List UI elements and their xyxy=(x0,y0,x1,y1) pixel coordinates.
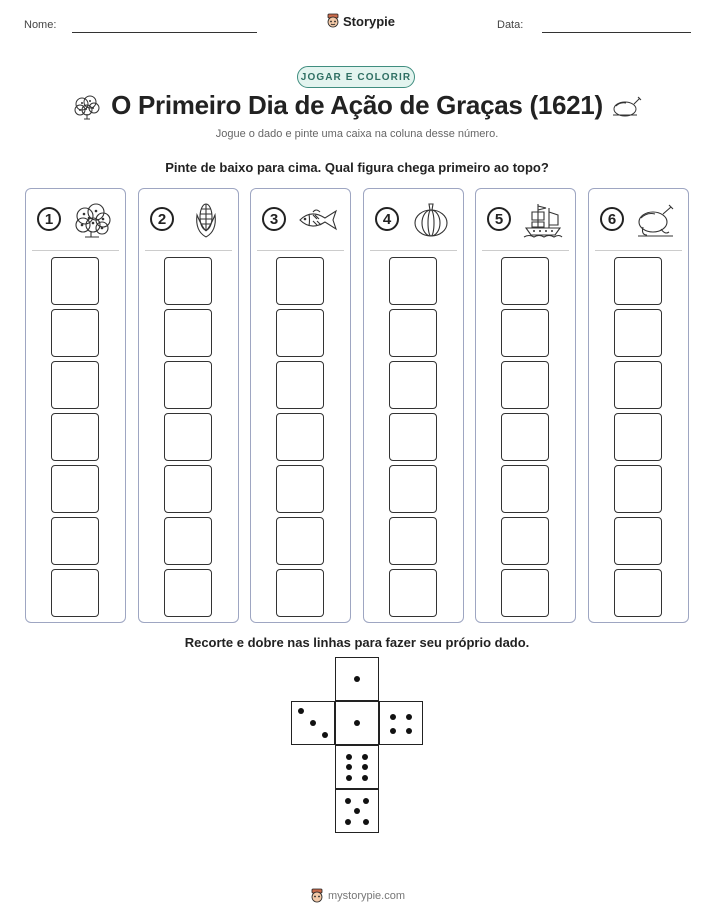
color-box[interactable] xyxy=(501,413,549,461)
color-box[interactable] xyxy=(389,517,437,565)
die-pip xyxy=(406,714,412,720)
die-pip xyxy=(354,720,360,726)
column-number: 2 xyxy=(150,207,174,231)
column-divider xyxy=(482,250,569,251)
color-box[interactable] xyxy=(276,257,324,305)
color-box[interactable] xyxy=(389,465,437,513)
die-pip xyxy=(362,754,368,760)
die-pip xyxy=(363,798,369,804)
column-number: 5 xyxy=(487,207,511,231)
color-box[interactable] xyxy=(614,361,662,409)
color-box[interactable] xyxy=(501,569,549,617)
column-5 xyxy=(475,188,576,623)
die-pip xyxy=(406,728,412,734)
color-box[interactable] xyxy=(389,569,437,617)
color-box[interactable] xyxy=(501,361,549,409)
storypie-mascot-icon xyxy=(310,888,324,904)
color-box[interactable] xyxy=(51,309,99,357)
column-4 xyxy=(363,188,464,623)
color-box[interactable] xyxy=(51,517,99,565)
column-divider xyxy=(145,250,232,251)
color-box[interactable] xyxy=(389,361,437,409)
column-divider xyxy=(370,250,457,251)
color-box[interactable] xyxy=(501,309,549,357)
color-box[interactable] xyxy=(614,257,662,305)
color-box[interactable] xyxy=(614,569,662,617)
corn-icon xyxy=(185,201,227,239)
column-6 xyxy=(588,188,689,623)
column-divider xyxy=(32,250,119,251)
color-box[interactable] xyxy=(164,309,212,357)
die-pip xyxy=(322,732,328,738)
color-box[interactable] xyxy=(51,257,99,305)
color-box[interactable] xyxy=(614,465,662,513)
color-box[interactable] xyxy=(389,257,437,305)
column-1 xyxy=(25,188,126,623)
color-box[interactable] xyxy=(51,465,99,513)
date-line[interactable] xyxy=(542,32,691,33)
sailing-ship-icon xyxy=(522,201,564,239)
die-pip xyxy=(363,819,369,825)
color-box[interactable] xyxy=(164,413,212,461)
column-3 xyxy=(250,188,351,623)
color-box[interactable] xyxy=(164,517,212,565)
die-face-3 xyxy=(291,701,335,745)
page-subtitle: Jogue o dado e pinte uma caixa na coluna desse número. xyxy=(215,128,499,140)
play-and-color-badge: JOGAR E COLORIR xyxy=(297,66,415,88)
coloring-instruction: Pinte de baixo para cima. Qual figura chega primeiro ao topo? xyxy=(165,160,549,175)
die-face-6 xyxy=(335,745,379,789)
die-pip xyxy=(346,775,352,781)
die-pip xyxy=(362,764,368,770)
column-number: 6 xyxy=(600,207,624,231)
roast-turkey-title-icon xyxy=(610,94,644,120)
column-number: 3 xyxy=(262,207,286,231)
color-box[interactable] xyxy=(276,465,324,513)
color-box[interactable] xyxy=(51,361,99,409)
color-box[interactable] xyxy=(614,309,662,357)
color-box[interactable] xyxy=(276,569,324,617)
die-pip xyxy=(298,708,304,714)
column-divider xyxy=(595,250,682,251)
die-pip xyxy=(390,728,396,734)
die-pip xyxy=(390,714,396,720)
color-box[interactable] xyxy=(164,465,212,513)
color-box[interactable] xyxy=(614,517,662,565)
die-pip xyxy=(354,676,360,682)
dice-instruction: Recorte e dobre nas linhas para fazer seu próprio dado. xyxy=(184,635,530,650)
color-box[interactable] xyxy=(276,309,324,357)
die-face-1 xyxy=(335,657,379,701)
footer-url[interactable]: mystorypie.com xyxy=(328,890,406,902)
die-pip xyxy=(346,754,352,760)
storypie-mascot-icon xyxy=(326,13,340,29)
footer xyxy=(310,888,405,904)
die-pip xyxy=(310,720,316,726)
die-face-5 xyxy=(335,789,379,833)
color-box[interactable] xyxy=(389,413,437,461)
color-box[interactable] xyxy=(164,257,212,305)
berry-bush-icon xyxy=(72,201,114,239)
name-label: Nome: xyxy=(24,19,57,31)
column-divider xyxy=(257,250,344,251)
color-box[interactable] xyxy=(501,465,549,513)
die-pip xyxy=(346,764,352,770)
color-box[interactable] xyxy=(51,413,99,461)
name-line[interactable] xyxy=(72,32,257,33)
pumpkin-icon xyxy=(410,201,452,239)
die-pip xyxy=(362,775,368,781)
roast-turkey-icon xyxy=(635,201,677,239)
column-number: 1 xyxy=(37,207,61,231)
page-title: O Primeiro Dia de Ação de Graças (1621) xyxy=(111,90,603,120)
column-2 xyxy=(138,188,239,623)
color-box[interactable] xyxy=(389,309,437,357)
color-box[interactable] xyxy=(501,517,549,565)
die-face-1 xyxy=(335,701,379,745)
color-box[interactable] xyxy=(276,517,324,565)
column-number: 4 xyxy=(375,207,399,231)
color-box[interactable] xyxy=(501,257,549,305)
color-box[interactable] xyxy=(276,413,324,461)
die-face-4 xyxy=(379,701,423,745)
color-box[interactable] xyxy=(51,569,99,617)
color-box[interactable] xyxy=(276,361,324,409)
brand-name: Storypie xyxy=(343,13,396,29)
color-box[interactable] xyxy=(164,569,212,617)
color-box[interactable] xyxy=(614,413,662,461)
storypie-logo xyxy=(326,13,395,29)
die-pip xyxy=(345,819,351,825)
date-label: Data: xyxy=(497,19,524,31)
die-pip xyxy=(345,798,351,804)
die-pip xyxy=(354,808,360,814)
color-box[interactable] xyxy=(164,361,212,409)
fish-icon xyxy=(297,201,339,239)
